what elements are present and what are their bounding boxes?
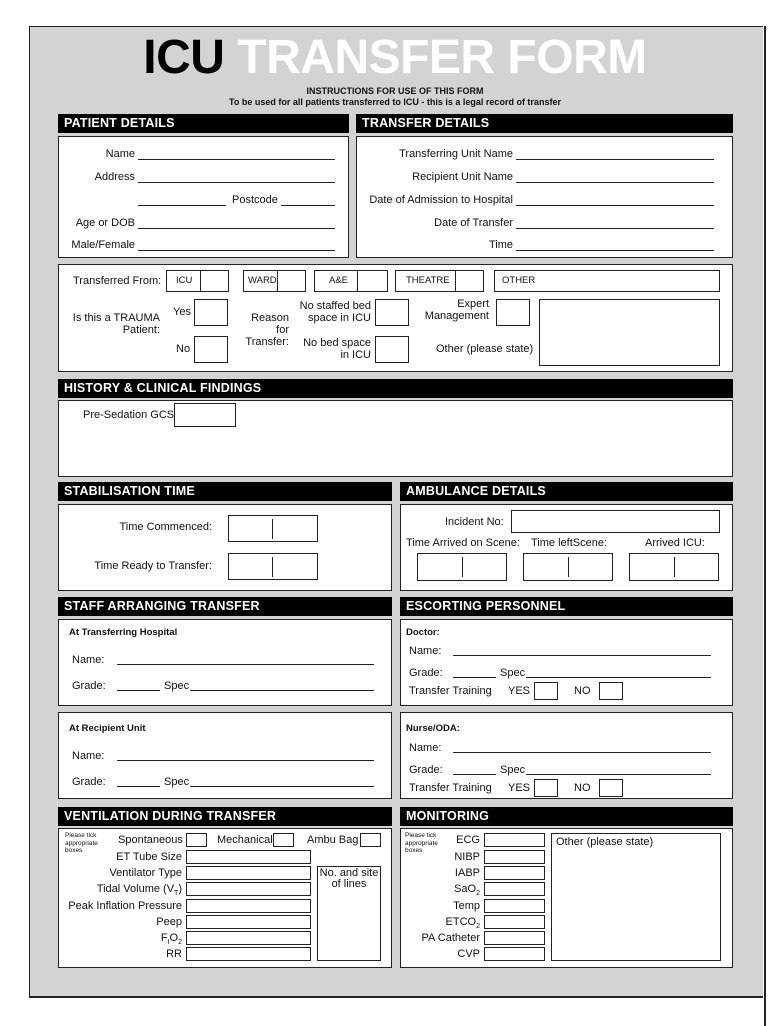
staff-header: STAFF ARRANGING TRANSFER: [58, 597, 392, 616]
patient-name-field[interactable]: [138, 159, 335, 160]
from-ae-label: A&E: [329, 275, 349, 286]
nurse-training-yes-label: YES: [508, 782, 531, 794]
rr-field[interactable]: [186, 947, 311, 961]
time-commenced-label: Time Commenced:: [119, 521, 212, 533]
nurse-training-yes-checkbox[interactable]: [534, 779, 558, 797]
from-ae-divider: [357, 270, 358, 292]
time-commenced-divider: [272, 519, 273, 539]
staff1-name-label: Name:: [72, 654, 105, 666]
doctor-training-yes-label: YES: [508, 685, 531, 697]
tidal-volume-sub: T: [174, 890, 179, 898]
doctor-training-no-label: NO: [574, 685, 591, 697]
etco2-sub: 2: [476, 923, 480, 931]
title-icu: ICU: [143, 31, 225, 84]
reason-label: Reason for Transfer:: [245, 312, 289, 348]
time-ready-field[interactable]: [228, 553, 318, 580]
fio2-label: [60, 932, 182, 946]
from-ward-divider: [277, 270, 278, 292]
monitoring-header: MONITORING: [400, 807, 733, 826]
from-other-label: OTHER: [502, 275, 536, 286]
tidal-volume-text: Tidal Volume (V: [96, 883, 175, 895]
reason-other-label: Other (please state): [436, 343, 534, 355]
form-title: [0, 32, 770, 84]
etco2-checkbox[interactable]: [484, 915, 545, 929]
fio2-sub-i: I: [167, 939, 170, 947]
doctor-training-no-checkbox[interactable]: [599, 682, 623, 700]
pa-catheter-checkbox[interactable]: [484, 931, 545, 945]
arrived-icu-divider: [674, 557, 675, 577]
expert-management-checkbox[interactable]: [496, 299, 530, 326]
transferring-hospital-label: At Transferring Hospital: [69, 627, 178, 638]
doctor-training-label: Transfer Training: [409, 685, 492, 697]
title-transfer-form: TRANSFER FORM: [237, 31, 647, 84]
from-theatre-divider: [455, 270, 456, 292]
peak-inflation-label: Peak Inflation Pressure: [68, 900, 182, 912]
sex-field[interactable]: [138, 250, 335, 251]
sao2-label: [420, 883, 480, 897]
trauma-label: Is this a TRAUMA Patient:: [72, 312, 160, 336]
staff2-name-label: Name:: [72, 750, 105, 762]
staff2-grade-field[interactable]: [117, 786, 160, 787]
staff1-name-field[interactable]: [117, 664, 374, 665]
nurse-training-no-checkbox[interactable]: [599, 779, 623, 797]
from-icu-label: ICU: [176, 275, 193, 286]
nibp-checkbox[interactable]: [484, 850, 545, 864]
ecg-label: ECG: [456, 834, 480, 846]
fio2-o: O: [169, 932, 179, 944]
doctor-name-label: Name:: [409, 645, 442, 657]
recipient-unit-staff-label: At Recipient Unit: [69, 723, 146, 734]
trauma-no-checkbox[interactable]: [194, 336, 228, 363]
time-label: Time: [488, 239, 513, 251]
doctor-grade-label: Grade:: [409, 667, 443, 679]
ambulance-header: AMBULANCE DETAILS: [400, 482, 733, 501]
escort-header: ESCORTING PERSONNEL: [400, 597, 733, 616]
left-scene-divider: [568, 557, 569, 577]
mechanical-label: Mechanical: [217, 834, 273, 846]
fio2-f: F: [160, 932, 168, 944]
age-dob-label: Age or DOB: [75, 217, 135, 229]
age-dob-field[interactable]: [138, 228, 335, 229]
nurse-grade-field[interactable]: [453, 774, 496, 775]
no-bed-space-label: No bed space in ICU: [303, 337, 371, 361]
recipient-unit-field[interactable]: [516, 182, 714, 183]
staff1-spec-field[interactable]: [190, 690, 374, 691]
incident-label: Incident No:: [445, 516, 504, 528]
transfer-details-header: TRANSFER DETAILS: [356, 114, 733, 133]
monitoring-other-field[interactable]: [551, 833, 721, 961]
nibp-label: NIBP: [454, 851, 480, 863]
doctor-grade-field[interactable]: [453, 677, 496, 678]
time-ready-label: Time Ready to Transfer:: [94, 560, 212, 572]
staff2-name-field[interactable]: [117, 760, 374, 761]
staff2-spec-field[interactable]: [190, 786, 374, 787]
et-tube-label: ET Tube Size: [116, 851, 182, 863]
date-transfer-field[interactable]: [516, 228, 714, 229]
nurse-training-no-label: NO: [574, 782, 591, 794]
from-ward-label: WARD: [248, 275, 277, 286]
staff1-spec-label: Spec: [164, 680, 190, 692]
spontaneous-label: Spontaneous: [118, 834, 183, 846]
left-scene-label: Time leftScene:: [531, 537, 608, 549]
instructions-text: To be used for all patients transferred to ICU - this is a legal record of transfer: [229, 97, 561, 107]
temp-label: Temp: [453, 900, 480, 912]
patient-address-field[interactable]: [138, 182, 335, 183]
et-tube-field[interactable]: [186, 850, 311, 864]
peep-label: Peep: [156, 916, 182, 928]
mechanical-checkbox[interactable]: [273, 833, 294, 847]
no-staffed-bed-label: No staffed bed space in ICU: [299, 300, 371, 324]
nurse-label: Nurse/ODA:: [406, 723, 460, 734]
trauma-yes-label: Yes: [173, 306, 191, 318]
staff2-spec-label: Spec: [164, 776, 190, 788]
transferred-from-label: Transferred From:: [73, 275, 162, 287]
fio2-sub-2: 2: [178, 939, 182, 947]
peak-inflation-field[interactable]: [186, 899, 311, 913]
ecg-checkbox[interactable]: [484, 833, 545, 847]
patient-name-label: Name: [105, 148, 135, 160]
tidal-volume-close: ): [178, 883, 182, 895]
nurse-name-label: Name:: [409, 742, 442, 754]
sex-label: Male/Female: [71, 239, 135, 251]
pa-catheter-label: PA Catheter: [421, 932, 480, 944]
patient-details-header: PATIENT DETAILS: [58, 114, 349, 133]
date-admission-field[interactable]: [516, 205, 714, 206]
history-header: HISTORY & CLINICAL FINDINGS: [58, 379, 733, 398]
peep-field[interactable]: [186, 915, 311, 929]
tidal-volume-label: [60, 883, 182, 897]
gcs-field[interactable]: [174, 403, 236, 427]
page-edge-line: [764, 26, 766, 1026]
stabilisation-box: [58, 504, 392, 591]
date-admission-label: Date of Admission to Hospital: [369, 194, 513, 206]
doctor-spec-field[interactable]: [526, 677, 711, 678]
from-ae-option[interactable]: [314, 270, 388, 292]
arrived-icu-label: Arrived ICU:: [645, 537, 705, 549]
rr-label: RR: [166, 948, 182, 960]
ventilator-type-field[interactable]: [186, 866, 311, 880]
doctor-name-field[interactable]: [453, 655, 711, 656]
ventilation-header: VENTILATION DURING TRANSFER: [58, 807, 392, 826]
from-theatre-label: THEATRE: [406, 275, 450, 286]
recipient-unit-label: Recipient Unit Name: [412, 171, 513, 183]
arrived-scene-label: Time Arrived on Scene:: [406, 537, 520, 549]
spontaneous-checkbox[interactable]: [186, 833, 207, 847]
trauma-no-label: No: [176, 343, 191, 355]
no-staffed-bed-checkbox[interactable]: [375, 299, 409, 326]
incident-field[interactable]: [511, 510, 720, 533]
doctor-training-yes-checkbox[interactable]: [534, 682, 558, 700]
nurse-name-field[interactable]: [453, 752, 711, 753]
doctor-label: Doctor:: [406, 627, 440, 638]
lines-label: No. and site of lines: [319, 867, 379, 890]
nurse-spec-field[interactable]: [526, 774, 711, 775]
transferring-unit-label: Transferring Unit Name: [399, 148, 513, 160]
nurse-spec-label: Spec: [500, 764, 526, 776]
monitoring-other-label: Other (please state): [556, 836, 654, 848]
date-transfer-label: Date of Transfer: [434, 217, 513, 229]
patient-address-label: Address: [94, 171, 135, 183]
patient-address-field-2[interactable]: [138, 205, 226, 206]
iabp-label: IABP: [454, 867, 480, 879]
doctor-spec-label: Spec: [500, 667, 526, 679]
transferring-unit-field[interactable]: [516, 159, 714, 160]
arrived-scene-divider: [462, 557, 463, 577]
ambu-bag-label: Ambu Bag: [307, 834, 359, 846]
no-bed-space-checkbox[interactable]: [375, 336, 409, 363]
nurse-grade-label: Grade:: [409, 764, 443, 776]
reason-other-field[interactable]: [539, 299, 720, 366]
staff2-grade-label: Grade:: [72, 776, 106, 788]
sao2-checkbox[interactable]: [484, 882, 545, 896]
nurse-training-label: Transfer Training: [409, 782, 492, 794]
postcode-label: Postcode: [232, 194, 278, 206]
ventilation-tick-note: Please tick appropriate boxes: [65, 832, 98, 854]
tidal-volume-field[interactable]: [186, 882, 311, 896]
time-ready-divider: [272, 557, 273, 577]
cvp-checkbox[interactable]: [484, 947, 545, 961]
sao2-text: SaO: [454, 883, 477, 895]
etco2-label: [420, 916, 480, 930]
ambu-bag-checkbox[interactable]: [360, 833, 381, 847]
stabilisation-header: STABILISATION TIME: [58, 482, 392, 501]
monitoring-tick-note: Please tick appropriate boxes: [405, 832, 438, 854]
cvp-label: CVP: [457, 948, 480, 960]
postcode-field[interactable]: [281, 205, 335, 206]
expert-management-label: Expert Management: [424, 298, 489, 322]
temp-checkbox[interactable]: [484, 899, 545, 913]
trauma-yes-checkbox[interactable]: [194, 299, 228, 326]
instructions-heading: INSTRUCTIONS FOR USE OF THIS FORM: [306, 86, 484, 96]
iabp-checkbox[interactable]: [484, 866, 545, 880]
time-field[interactable]: [516, 250, 714, 251]
sao2-sub: 2: [476, 890, 480, 898]
from-icu-divider: [200, 270, 201, 292]
fio2-field[interactable]: [186, 931, 311, 945]
gcs-label: Pre-Sedation GCS: [83, 409, 175, 421]
staff1-grade-label: Grade:: [72, 680, 106, 692]
ventilator-type-label: Ventilator Type: [109, 867, 182, 879]
staff1-grade-field[interactable]: [117, 690, 160, 691]
etco2-text: ETCO: [445, 916, 477, 928]
time-commenced-field[interactable]: [228, 515, 318, 542]
